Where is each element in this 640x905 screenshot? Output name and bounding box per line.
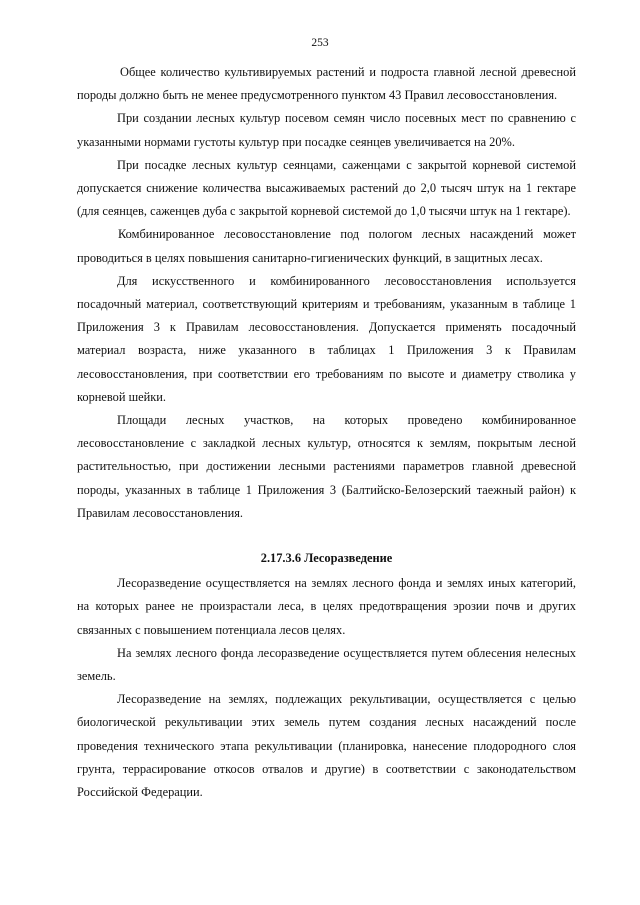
paragraph: Лесоразведение на землях, подлежащих рекультивации, осуществляется с целью биологической рекультивации этих земель путем создания лесных насаждений после проведения технического этапа рекультивации (планировка, нанесение плодородного слоя грунта, террасирование откосов отвалов и другие) в соответствии с законодательством Российской Федерации. (77, 692, 576, 800)
paragraph: Площади лесных участков, на которых проведено комбинированное лесовосстановление с закладкой лесных культур, относятся к землям, покрытым лесной растительностью, при достижении лесными растениями параметров главной древесной породы, указанных в таблице 1 Приложения 3 (Балтийско-Белозерский таежный район) к Правилам лесовосстановления. (77, 413, 576, 520)
paragraph: Для искусственного и комбинированного лесовосстановления используется посадочный материал, соответствующий критериям и требованиям, указанным в таблице 1 Приложения 3 к Правилам лесовосстановления. Допускается применять посадочный материал возраста, ниже указанного в таблицах 1 Приложения 3 к Правилам лесовосстановления, при соответствии его требованиям по высоте и диаметру стволика у корневой шейки. (77, 273, 576, 404)
page-number: 253 (311, 37, 329, 49)
paragraph: При создании лесных культур посевом семян число посевных мест по сравнению с указанными нормами густоты культур при посадке сеянцев увеличивается на 20%. (77, 111, 576, 149)
page-body (77, 61, 576, 804)
paragraph: При посадке лесных культур сеянцами, саженцами с закрытой корневой системой допускается снижение количества высаживаемых растений до 2,0 тысяч штук на 1 гектаре (для сеянцев, саженцев дуба с закрытой корневой системой до 1,0 тысячи штук на 1 гектаре). (77, 157, 576, 219)
paragraph: На землях лесного фонда лесоразведение осуществляется путем облесения нелесных земель. (77, 645, 576, 684)
paragraph: Комбинированное лесовосстановление под пологом лесных насаждений может проводиться в целях повышения санитарно-гигиенических функций, в защитных лесах. (77, 227, 576, 265)
section-heading: 2.17.3.6 Лесоразведение (260, 551, 393, 566)
paragraph: Общее количество культивируемых растений и подроста главной лесной древесной породы должно быть не менее предусмотренного пунктом 43 Правил лесовосстановления. (77, 65, 576, 103)
paragraph: Лесоразведение осуществляется на землях лесного фонда и землях иных категорий, на которых ранее не произрастали леса, в целях предотвращения эрозии почв и других связанных с повышением потенциала лесов целях. (77, 576, 576, 637)
